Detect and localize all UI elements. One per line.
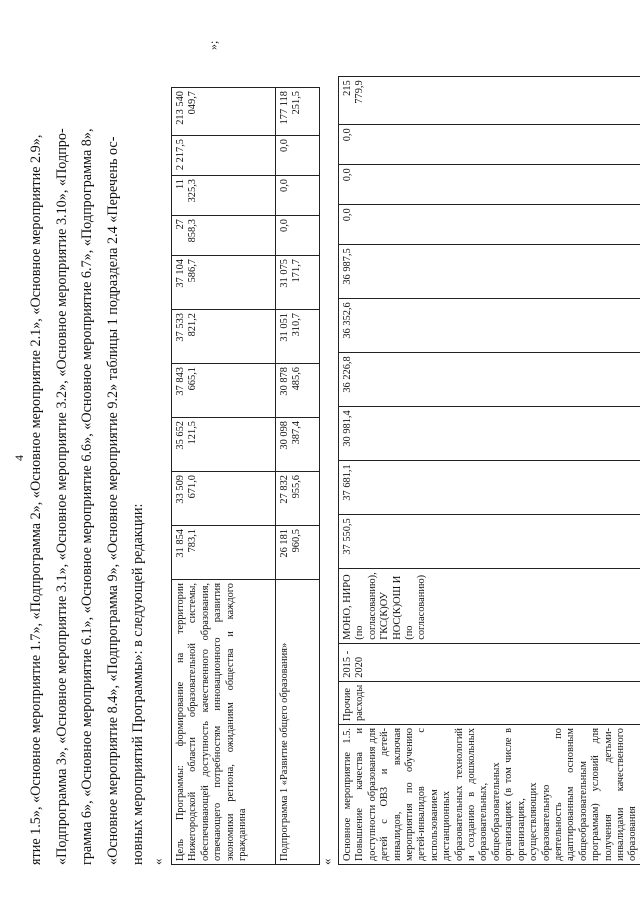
value-cell: 36 226,8 bbox=[339, 353, 640, 407]
value-cell: 2 217,5 bbox=[172, 136, 276, 176]
value-cell: 0,0 bbox=[276, 176, 320, 216]
value-cell: 35 652 121,5 bbox=[172, 418, 276, 472]
intro-line: новных мероприятий Программы»: в следующей редакции: bbox=[130, 503, 147, 865]
table-row bbox=[276, 88, 320, 865]
value-cell: 37 550,5 bbox=[339, 515, 640, 569]
value-cell: 33 509 671,0 bbox=[172, 472, 276, 526]
intro-line: грамма 6», «Основное мероприятие 6.1», «Основное мероприятие 6.6», «Основное мероприятие 6.7», «Подпрограмма 8», bbox=[79, 128, 96, 865]
goal-cell: Цель Программы: формирование на территории Нижегородской области образовательной системы, обеспечивающей доступность качественного образования, отвечающего потребностям инновационного развития экономики региона, ожиданиям общества и каждого гражданина bbox=[172, 580, 276, 865]
activity-cell: Основное мероприятие 1.5. Повышение качества и доступности образования для детей с ОВЗ и детей-инвалидов, включая мероприятия по обучению детей-инвалидов с использованием дистанционных образовательных технологий и созданию в дошкольных образовательных, общеобразовательных организациях (в том числе в организациях, осуществляющих образовательную деятельность по адаптированным основным общеобразовательным программам) условий для получения детьми-инвалидами качественного образования bbox=[339, 725, 640, 865]
value-cell: 0,0 bbox=[339, 165, 640, 205]
intro-line: «Подпрограмма 3», «Основное мероприятие 3.1», «Основное мероприятие 3.2», «Основное мероприятие 3.10», «Подпро- bbox=[53, 128, 70, 865]
open-quote: « bbox=[150, 858, 165, 865]
summary-table bbox=[171, 87, 320, 865]
value-cell: 11 325,3 bbox=[172, 176, 276, 216]
subprogram-cell: Подпрограмма 1 «Развитие общего образования» bbox=[276, 580, 320, 865]
value-cell: 36 987,5 bbox=[339, 245, 640, 299]
value-cell: 37 533 821,2 bbox=[172, 310, 276, 364]
value-cell: 27 832 955,6 bbox=[276, 472, 320, 526]
intro-paragraph bbox=[24, 65, 152, 865]
value-cell: 0,0 bbox=[276, 216, 320, 256]
executors-cell: МОНО, НИРО (по согласованию), ГКС(К)ОУ НОС(К)ОШ И (по согласованию) bbox=[339, 569, 640, 643]
value-cell: 213 540 049,7 bbox=[172, 88, 276, 136]
page-number: 4 bbox=[12, 455, 26, 461]
value-cell: 27 858,3 bbox=[172, 216, 276, 256]
category-cell: Прочие расходы bbox=[339, 681, 640, 724]
value-cell: 177 118 251,5 bbox=[276, 88, 320, 136]
value-cell: 37 104 586,7 bbox=[172, 256, 276, 310]
value-cell: 31 051 310,7 bbox=[276, 310, 320, 364]
value-cell: 30 878 485,6 bbox=[276, 364, 320, 418]
value-cell: 0,0 bbox=[339, 125, 640, 165]
value-cell: 31 854 783,1 bbox=[172, 526, 276, 580]
value-cell: 30 981,4 bbox=[339, 407, 640, 461]
value-cell: 215 779,9 bbox=[339, 77, 640, 125]
activity-table bbox=[338, 76, 640, 865]
value-cell: 0,0 bbox=[339, 205, 640, 245]
value-cell: 36 352,6 bbox=[339, 299, 640, 353]
value-cell: 30 098 387,4 bbox=[276, 418, 320, 472]
value-cell: 0,0 bbox=[276, 136, 320, 176]
value-cell: 37 681,1 bbox=[339, 461, 640, 515]
value-cell: 31 075 171,7 bbox=[276, 256, 320, 310]
period-cell: 2015 - 2020 bbox=[339, 643, 640, 681]
value-cell: 26 181 960,5 bbox=[276, 526, 320, 580]
open-quote: « bbox=[319, 858, 334, 865]
value-cell: 37 843 665,1 bbox=[172, 364, 276, 418]
intro-line: «Основное мероприятие 8.4», «Подпрограмма 9», «Основное мероприятие 9.2» таблицы 1 подраздела 2.4 «Перечень ос- bbox=[104, 136, 121, 865]
intro-line: ятие 1.5», «Основное мероприятие 1.7», «Подпрограмма 2», «Основное мероприятие 2.1», «Основное мероприятие 2.9», bbox=[28, 134, 44, 865]
table-row bbox=[339, 77, 640, 865]
table-row bbox=[172, 88, 276, 865]
close-quote: »; bbox=[206, 40, 220, 50]
